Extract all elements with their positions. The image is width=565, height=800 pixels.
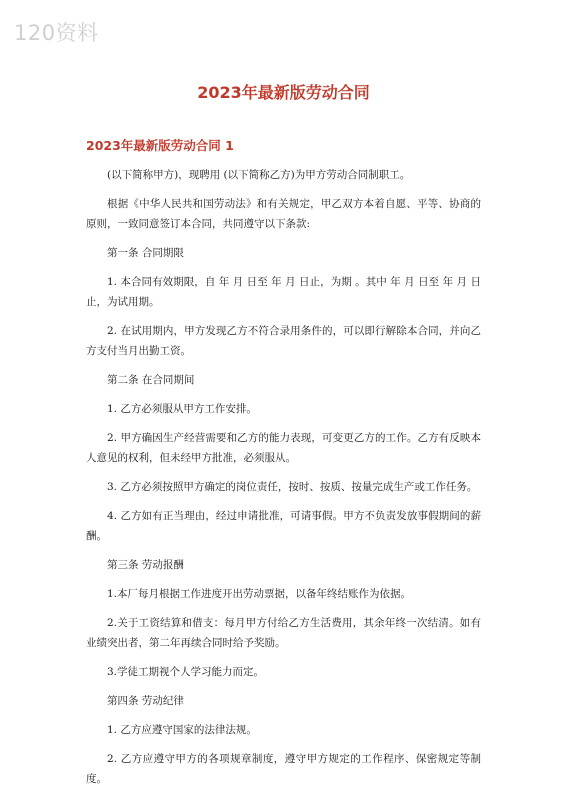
article-3-heading: 第三条 劳动报酬 — [107, 559, 184, 571]
document-subtitle: 2023年最新版劳动合同 1 — [86, 138, 234, 153]
article-2-item-2: 2. 甲方确因生产经营需要和乙方的能力表现，可变更乙方的工作。乙方有反映本人意见的权利，但未经甲方批准，必须服从。 — [86, 432, 481, 464]
article-4-item-1: 1. 乙方应遵守国家的法律法规。 — [107, 724, 257, 736]
article-2-item-1: 1. 乙方必须服从甲方工作安排。 — [107, 403, 257, 415]
article-2-item-3: 3. 乙方必须按照甲方确定的岗位责任，按时、按质、按量完成生产或工作任务。 — [107, 481, 478, 493]
article-3-item-2: 2.关于工资结算和借支：每月甲方付给乙方生活费用，其余年终一次结清。如有业绩突出者，第二年再续合同时给予奖励。 — [86, 617, 481, 649]
document-title: 2023年最新版劳动合同 — [197, 83, 370, 102]
article-3-item-1: 1.本厂每月根据工作进度开出劳动票据，以备年终结账作为依据。 — [107, 588, 412, 600]
article-2-heading: 第二条 在合同期间 — [107, 374, 195, 386]
article-1-item-2: 2. 在试用期内，甲方发现乙方不符合录用条件的，可以即行解除本合同，并向乙方支付当月出勤工资。 — [86, 325, 481, 357]
document-body — [86, 165, 481, 798]
article-2-item-4: 4. 乙方如有正当理由，经过申请批准，可请事假。甲方不负责发放事假期间的薪酬。 — [86, 510, 481, 542]
article-1-item-1: 1. 本合同有效期限，自 年 月 日至 年 月 日止，为期 。其中 年 月 日至 年 月 日止，为试用期。 — [86, 276, 481, 308]
paragraph-basis: 根据《中华人民共和国劳动法》和有关规定，甲乙双方本着自愿、平等、协商的原则，一致同意签订本合同，共同遵守以下条款: — [86, 198, 481, 230]
article-3-item-3: 3.学徒工期视个人学习能力而定。 — [107, 666, 265, 678]
article-1-heading: 第一条 合同期限 — [107, 247, 184, 259]
paragraph-intro: (以下简称甲方)，现聘用 (以下简称乙方)为甲方劳动合同制职工。 — [107, 169, 411, 181]
article-4-item-2: 2. 乙方应遵守甲方的各项规章制度，遵守甲方规定的工作程序、保密规定等制度。 — [86, 753, 481, 785]
watermark: 120资料 — [14, 21, 99, 45]
article-4-heading: 第四条 劳动纪律 — [107, 695, 184, 707]
